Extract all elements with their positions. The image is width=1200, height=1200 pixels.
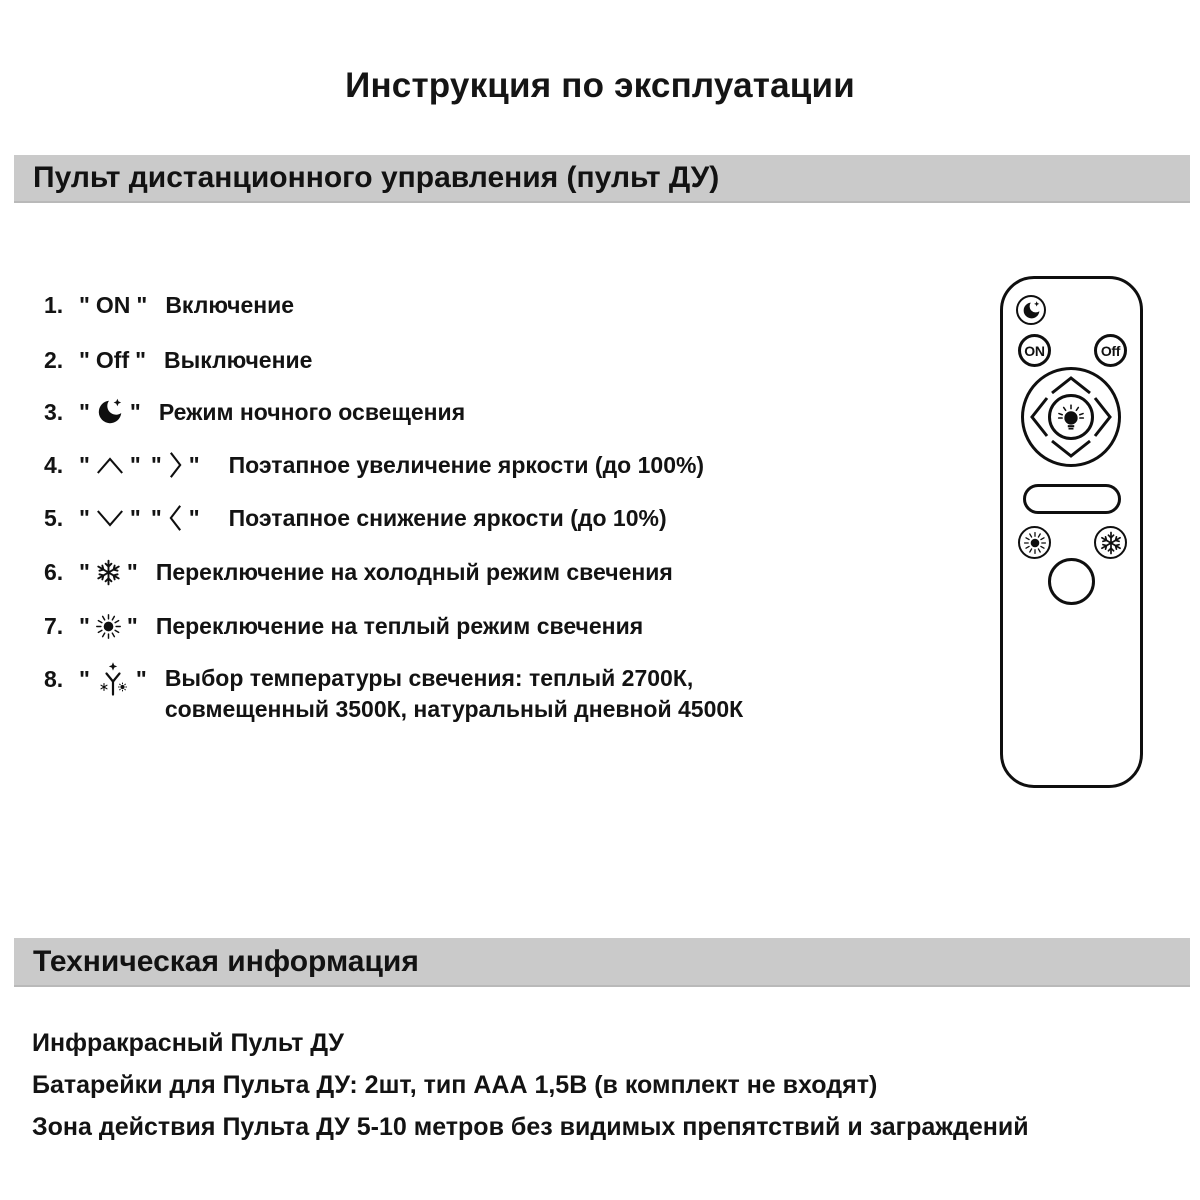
tech-info-line: Зона действия Пульта ДУ 5-10 метров без видимых препятствий и заграждений — [32, 1113, 1029, 1141]
item-label — [165, 663, 743, 725]
item-number: 5. — [44, 504, 64, 531]
item-label: Включение — [165, 291, 295, 318]
quote-mark: " — [126, 612, 138, 639]
dpad-right-icon — [1095, 398, 1110, 436]
pill-button — [1023, 484, 1121, 514]
item-label-line-1: Выбор температуры свечения: теплый 2700К, — [164, 665, 694, 691]
item-number: 4. — [44, 451, 64, 478]
item-label-line-2: совмещенный 3500К, натуральный дневной 4500К — [164, 696, 744, 722]
quote-mark: " — [79, 346, 90, 373]
chevron-right-icon — [167, 450, 184, 480]
section-header-tech-label: Техническая информация — [33, 944, 419, 978]
quote-mark: " — [79, 451, 90, 478]
quote-mark: " — [150, 504, 162, 531]
tech-info-line: Батарейки для Пульта ДУ: 2шт, тип ААА 1,5В (в комплект не входят) — [32, 1071, 878, 1099]
section-header-remote-label: Пульт дистанционного управления (пульт ДУ) — [33, 161, 720, 194]
section-header-remote — [14, 155, 1190, 203]
quote-mark: " — [79, 291, 90, 318]
bulb-icon — [1052, 398, 1090, 436]
item-number: 1. — [44, 291, 64, 318]
moon-icon — [95, 397, 125, 427]
tech-info-line: Инфракрасный Пульт ДУ — [32, 1029, 344, 1057]
dpad-center-button — [1048, 394, 1094, 440]
quote-mark: " — [135, 346, 147, 373]
item-label: Режим ночного освещения — [158, 398, 466, 425]
off-token: Off — [95, 346, 130, 373]
off-button-label: Off — [1100, 342, 1121, 359]
instruction-item-6 — [44, 555, 673, 589]
quote-mark: " — [129, 398, 141, 425]
dpad-down-icon — [1052, 441, 1090, 456]
chevron-up-icon — [95, 455, 125, 476]
quote-mark: " — [129, 451, 141, 478]
cold-mode-button — [1094, 526, 1127, 559]
item-number: 3. — [44, 398, 64, 425]
quote-mark: " — [79, 398, 90, 425]
quote-mark: " — [135, 666, 147, 692]
quote-mark: " — [188, 504, 200, 531]
snowflake-icon — [95, 559, 122, 586]
item-label: Выключение — [164, 346, 313, 373]
instruction-item-2 — [44, 343, 312, 377]
sun-icon — [95, 613, 122, 640]
color-temperature-selector-icon — [95, 661, 131, 697]
instruction-item-7 — [44, 609, 643, 643]
off-button — [1094, 334, 1127, 367]
snowflake-icon — [1099, 531, 1123, 555]
instruction-item-5 — [44, 501, 667, 535]
quote-mark: " — [188, 451, 200, 478]
item-label: Поэтапное увеличение яркости (до 100%) — [228, 451, 705, 478]
blank-round-button — [1048, 558, 1095, 605]
on-button — [1018, 334, 1051, 367]
quote-mark: " — [150, 451, 162, 478]
quote-mark: " — [79, 504, 90, 531]
quote-mark: " — [129, 504, 141, 531]
item-number: 8. — [44, 666, 64, 692]
on-button-label: ON — [1024, 342, 1045, 359]
instruction-item-8 — [44, 663, 743, 725]
dpad-up-icon — [1052, 378, 1090, 393]
instruction-item-1 — [44, 288, 294, 322]
quote-mark: " — [79, 666, 90, 692]
instruction-item-3 — [44, 395, 465, 429]
chevron-down-icon — [95, 508, 125, 529]
warm-mode-button — [1018, 526, 1051, 559]
tech-info-lines — [32, 1022, 1029, 1148]
item-label: Переключение на холодный режим свечения — [155, 558, 673, 585]
remote-illustration — [1000, 276, 1143, 788]
sun-icon — [1023, 531, 1047, 555]
quote-mark: " — [126, 558, 138, 585]
instruction-item-4 — [44, 448, 704, 482]
section-header-tech — [14, 938, 1190, 987]
item-number: 7. — [44, 612, 64, 639]
item-number: 6. — [44, 558, 64, 585]
item-label: Поэтапное снижение яркости (до 10%) — [228, 504, 667, 531]
chevron-left-icon — [167, 503, 184, 533]
dpad-ring — [1021, 367, 1121, 467]
dpad-left-icon — [1032, 398, 1047, 436]
quote-mark: " — [79, 612, 90, 639]
item-number: 2. — [44, 346, 64, 373]
on-token: ON — [95, 291, 131, 318]
quote-mark: " — [136, 291, 148, 318]
night-mode-button — [1016, 295, 1046, 325]
item-label: Переключение на теплый режим свечения — [155, 612, 644, 639]
quote-mark: " — [79, 558, 90, 585]
moon-icon — [1021, 300, 1042, 321]
page-title: Инструкция по эксплуатации — [345, 66, 855, 105]
